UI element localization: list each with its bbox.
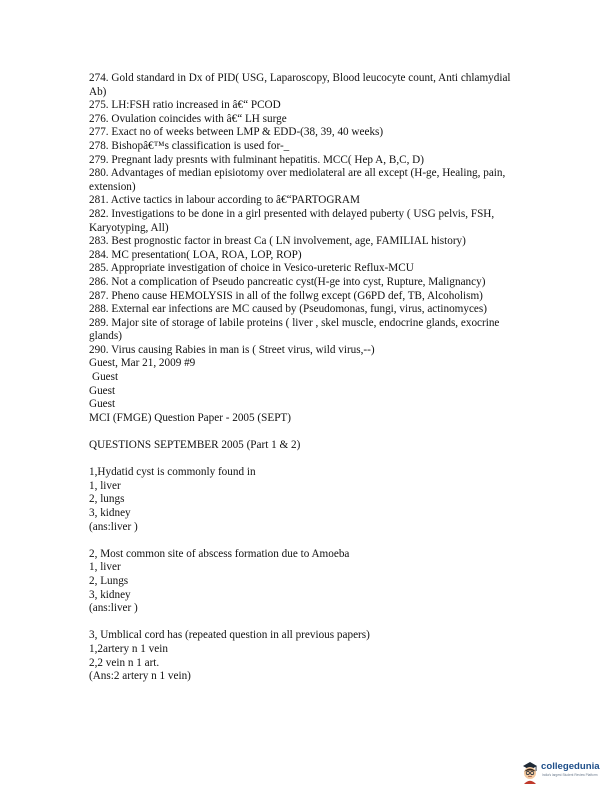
question-279: 279. Pregnant lady presnts with fulminant hepatitis. MCC( Hep A, B,C, D) [89,153,424,166]
question-275: 275. LH:FSH ratio increased in â€“ PCOD [89,99,281,112]
question-281: 281. Active tactics in labour according to â€“PARTOGRAM [89,194,360,207]
mcq-option: 2,2 vein n 1 art. [89,656,160,669]
question-274: 274. Gold standard in Dx of PID( USG, Laparoscopy, Blood leucocyte count, Anti chlamydial Ab) [89,72,511,98]
question-list-a [89,72,529,357]
question-277: 277. Exact no of weeks between LMP & EDD-(38, 39, 40 weeks) [89,126,384,139]
mcq-option: 1, liver [89,561,121,574]
guest-line: Guest [89,384,116,397]
mcq-question: 1,Hydatid cyst is commonly found in [89,466,256,479]
spacer [89,453,529,467]
section-heading: QUESTIONS SEPTEMBER 2005 (Part 1 & 2) [89,439,301,452]
document-content [89,72,529,684]
mcq-option: 2, lungs [89,493,125,506]
spacer [89,616,529,630]
question-289: 289. Major site of storage of labile proteins ( liver , skel muscle, endocrine glands, exocrine glands) [89,316,500,343]
question-284: 284. MC presentation( LOA, ROA, LOP, ROP) [89,248,302,261]
collegedunia-watermark [519,759,609,787]
mcq-question: 2, Most common site of abscess formation due to Amoeba [89,547,350,560]
question-280: 280. Advantages of median episiotomy over mediolateral are all except (H-ge, Healing, pain, extension) [89,167,506,193]
mcq-answer: (ans:liver ) [89,602,138,615]
question-290: 290. Virus causing Rabies in man is ( Street virus, wild virus,--) [89,343,375,356]
mcq-block [89,629,529,683]
mcq-question: 3, Umblical cord has (repeated question in all previous papers) [89,629,370,642]
mcq-answer: (Ans:2 artery n 1 vein) [89,670,191,683]
question-282: 282. Investigations to be done in a girl presented with delayed puberty ( USG pelvis, FSH, Karyotyping, All) [89,207,495,234]
spacer [89,425,529,439]
mcq-option: 1,2artery n 1 vein [89,642,168,655]
mcq-option: 3, kidney [89,588,131,601]
question-283: 283. Best prognostic factor in breast Ca ( LN involvement, age, FAMILIAL history) [89,235,466,248]
guest-line: Guest [89,398,116,411]
question-285: 285. Appropriate investigation of choice in Vesico-ureteric Reflux-MCU [89,262,414,275]
mcq-answer: (ans:liver ) [89,520,138,533]
paper-title: MCI (FMGE) Question Paper - 2005 (SEPT) [89,411,291,424]
mcq-block [89,548,529,616]
spacer [89,534,529,548]
student-mascot-icon [519,760,541,784]
question-286: 286. Not a complication of Pseudo pancreatic cyst(H-ge into cyst, Rupture, Malignancy) [89,275,486,288]
question-276: 276. Ovulation coincides with â€“ LH surge [89,112,287,125]
brand-tagline: India's largest Student Review Platform [542,773,598,777]
mcq-block [89,466,529,534]
mcq-option: 3, kidney [89,507,131,519]
question-278: 278. Bishopâ€™s classification is used for-_ [89,139,290,152]
post-byline: Guest, Mar 21, 2009 #9 [89,357,196,370]
question-288: 288. External ear infections are MC caused by (Pseudomonas, fungi, virus, actinomyces) [89,303,487,316]
guest-line: Guest [92,371,119,384]
mcq-option: 2, Lungs [89,574,129,587]
mcq-option: 1, liver [89,479,121,492]
brand-name: collegedunia [541,761,600,772]
question-287: 287. Pheno cause HEMOLYSIS in all of the follwg except (G6PD def, TB, Alcoholism) [89,289,483,302]
